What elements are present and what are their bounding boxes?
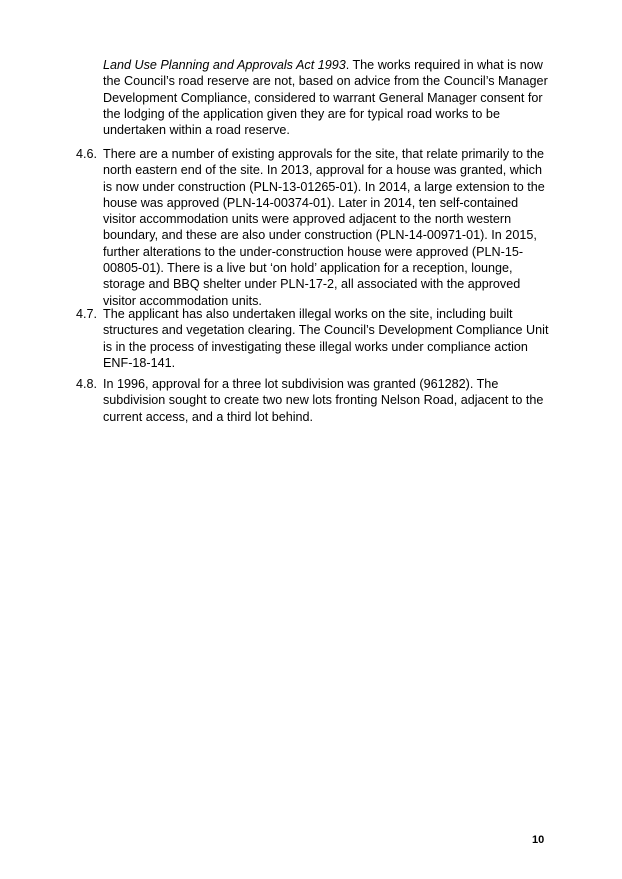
paragraph-line: The applicant has also undertaken illegal works on the site, including built — [103, 307, 513, 321]
paragraph-line — [103, 57, 553, 73]
paragraph-line: storage and BBQ shelter under PLN-17-2, all associated with the approved — [103, 277, 521, 292]
paragraph-line: visitor accommodation units. — [103, 293, 262, 308]
paragraph-line: 00805-01). There is a live but ‘on hold’ application for a reception, lounge, — [103, 261, 513, 276]
paragraph-line: is now under construction (PLN-13-01265-01). In 2014, a large extension to the — [103, 179, 545, 194]
paragraph-line: house was approved (PLN-14-00374-01). Later in 2014, ten self-contained — [103, 195, 519, 210]
paragraph-line: the Council’s road reserve are not, based on advice from the Council’s Manager — [103, 74, 548, 89]
paragraph-line: visitor accommodation units were approved adjacent to the north western — [103, 212, 512, 227]
paragraph-continued — [103, 57, 553, 138]
paragraph-line: undertaken within a road reserve. — [103, 123, 290, 138]
paragraph-4-6 — [103, 146, 553, 309]
paragraph-number: 4.8. — [76, 377, 98, 391]
paragraph-line: There are a number of existing approvals for the site, that relate primarily to the — [103, 147, 544, 161]
page-number: 10 — [532, 834, 545, 846]
paragraph-line: current access, and a third lot behind. — [103, 409, 314, 424]
paragraph-number: 4.6. — [76, 147, 98, 161]
paragraph-line: structures and vegetation clearing. The Council’s Development Compliance Unit — [103, 323, 549, 338]
paragraph-number: 4.7. — [76, 307, 98, 321]
paragraph-text: . The works required in what is now — [345, 58, 543, 72]
paragraph-line: further alterations to the under-construction house were approved (PLN-15- — [103, 244, 524, 259]
paragraph-line: Development Compliance, considered to warrant General Manager consent for — [103, 90, 543, 105]
paragraph-4-8 — [103, 376, 553, 425]
paragraph-line: boundary, and these are also under construction (PLN-14-00971-01). In 2015, — [103, 228, 537, 243]
paragraph-line: the lodging of the application given they are for typical road works to be — [103, 106, 500, 121]
paragraph-4-7 — [103, 306, 553, 371]
paragraph-line: subdivision sought to create two new lots fronting Nelson Road, adjacent to the — [103, 393, 544, 408]
paragraph-line: is in the process of investigating these illegal works under compliance action — [103, 339, 528, 354]
paragraph-line: north eastern end of the site. In 2013, approval for a house was granted, which — [103, 163, 542, 178]
paragraph-line: ENF-18-141. — [103, 355, 176, 370]
act-title: Land Use Planning and Approvals Act 1993 — [103, 58, 346, 72]
paragraph-line: In 1996, approval for a three lot subdivision was granted (961282). The — [103, 377, 499, 391]
